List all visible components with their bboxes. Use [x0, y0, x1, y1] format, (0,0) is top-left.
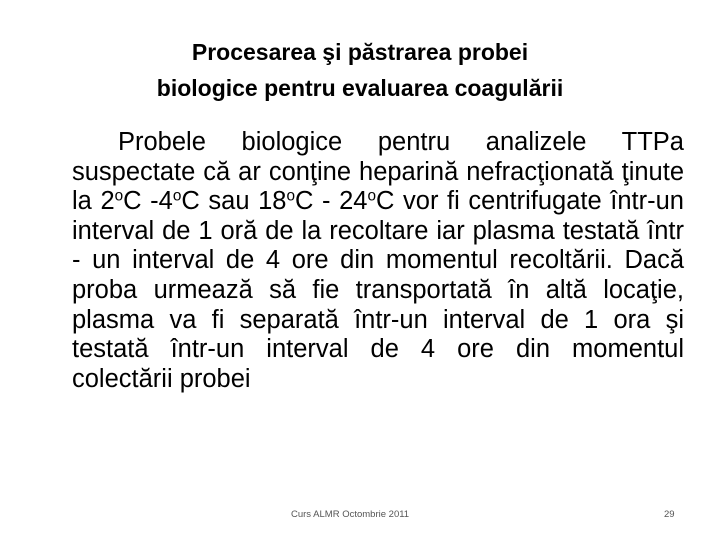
degree-superscript: o [114, 187, 124, 205]
page-number: 29 [664, 509, 675, 520]
title-line-2: biologice pentru evaluarea coagulării [156, 75, 564, 101]
degree-superscript: o [286, 187, 295, 205]
body-text: C vor fi centrifugate într-un interval de 1 oră de la recoltare iar plasma testată într - un interval de 4 ore din momentul recoltării. Dacă proba urmează să fie transportată în altă locaţie, plasma va fi separată într-un interval de 1 ora şi testată într-un interval de 4 ore din momentul colectării probei [72, 187, 684, 393]
slide-title [100, 34, 620, 106]
body-text: C -4 [123, 187, 173, 216]
degree-superscript: o [172, 187, 182, 205]
degree-superscript: o [367, 187, 376, 205]
body-text: Probele biologice pentru analizele TTPa suspectate că ar conţine heparină nefracţionată ţinute la 2 [72, 128, 684, 216]
body-text: C - 24 [295, 187, 368, 216]
footer-course: Curs ALMR Octombrie 2011 [291, 509, 410, 520]
title-line-1: Procesarea şi păstrarea probei [191, 39, 529, 65]
body-paragraph [72, 128, 684, 394]
body-text: C sau 18 [181, 187, 287, 216]
